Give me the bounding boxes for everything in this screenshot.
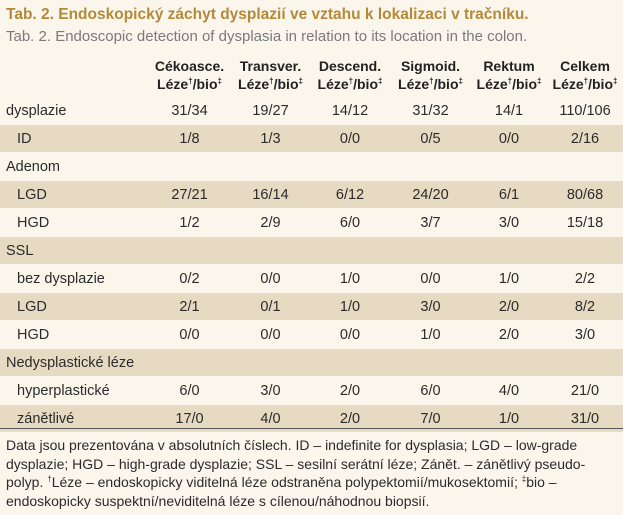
column-header — [148, 55, 231, 97]
row-label: bez dysplazie — [0, 265, 148, 293]
table-row — [0, 125, 623, 153]
table-footnote — [6, 436, 618, 510]
table-cell: 2/0 — [471, 293, 547, 321]
table-cell — [148, 349, 231, 377]
column-header-sub: Léze†/bio‡ — [552, 76, 618, 92]
table-cell: 2/0 — [471, 321, 547, 349]
column-header — [390, 55, 471, 97]
table-cell: 19/27 — [231, 97, 310, 125]
section-label: SSL — [0, 237, 148, 265]
footnote-line: Data jsou prezentována v absolutních číslech. ID – indefinite for dysplasia; LGD – low-grade — [6, 437, 578, 453]
table-cell: 3/0 — [547, 321, 623, 349]
table-cell: 7/0 — [390, 405, 471, 433]
table-cell — [547, 349, 623, 377]
column-header-name: Rektum — [483, 58, 535, 74]
table-cell — [547, 153, 623, 181]
column-header — [310, 55, 390, 97]
column-header — [471, 55, 547, 97]
table-cell: 17/0 — [148, 405, 231, 433]
column-header-sub: Léze†/bio‡ — [157, 76, 222, 92]
header-row — [0, 55, 623, 97]
table-cell — [231, 237, 310, 265]
table-cell: 0/1 — [231, 293, 310, 321]
table-row — [0, 209, 623, 237]
column-header-sub: Léze†/bio‡ — [317, 76, 383, 92]
table-cell: 8/2 — [547, 293, 623, 321]
table-cell: 1/0 — [390, 321, 471, 349]
table-cell — [231, 153, 310, 181]
row-label: HGD — [0, 209, 148, 237]
table-cell: 1/0 — [310, 265, 390, 293]
table-section-row — [0, 153, 623, 181]
row-label: dysplazie — [0, 97, 148, 125]
table-cell — [471, 153, 547, 181]
table-cell: 4/0 — [471, 377, 547, 405]
column-header — [231, 55, 310, 97]
table-cell — [310, 153, 390, 181]
column-header-sub: Léze†/bio‡ — [476, 76, 542, 92]
table-cell: 14/1 — [471, 97, 547, 125]
footnote-line: dysplazie; HGD – high-grade dysplazie; SSL – sesilní serátní léze; Zánět. – zánětlivý pseudo- — [6, 455, 586, 472]
table-bottom-rule — [0, 428, 623, 429]
column-header-sub: Léze†/bio‡ — [238, 76, 303, 92]
table-section-row — [0, 237, 623, 265]
table-cell: 110/106 — [547, 97, 623, 125]
table-row — [0, 265, 623, 293]
column-header-name: Celkem — [560, 58, 610, 74]
table-row — [0, 321, 623, 349]
table-cell: 0/0 — [390, 265, 471, 293]
table-cell: 16/14 — [231, 181, 310, 209]
table-cell: 0/0 — [231, 265, 310, 293]
table-cell: 31/32 — [390, 97, 471, 125]
table-row — [0, 377, 623, 405]
table-cell: 6/12 — [310, 181, 390, 209]
table-cell — [310, 349, 390, 377]
table-cell: 2/16 — [547, 125, 623, 153]
table-cell: 3/0 — [471, 209, 547, 237]
table-cell: 31/0 — [547, 405, 623, 433]
table-cell: 24/20 — [390, 181, 471, 209]
row-label: HGD — [0, 321, 148, 349]
table-cell: 0/5 — [390, 125, 471, 153]
table-cell: 6/1 — [471, 181, 547, 209]
table-cell: 15/18 — [547, 209, 623, 237]
table-cell — [471, 349, 547, 377]
table-cell: 1/0 — [471, 405, 547, 433]
column-header — [547, 55, 623, 97]
table-row — [0, 97, 623, 125]
table-cell: 6/0 — [148, 377, 231, 405]
table-row — [0, 181, 623, 209]
row-label: hyperplastické — [0, 377, 148, 405]
table-cell — [390, 237, 471, 265]
section-label: Nedysplastické léze — [0, 349, 148, 377]
table-cell — [231, 349, 310, 377]
column-header-name: Transver. — [239, 58, 302, 74]
footnote-line: endoskopicky suspektní/neviditelná léze s cílenou/náhodnou biopsií. — [6, 492, 430, 509]
table-cell: 0/0 — [231, 321, 310, 349]
table-cell — [148, 153, 231, 181]
table-cell: 1/8 — [148, 125, 231, 153]
table-cell: 1/0 — [310, 293, 390, 321]
column-header-name: Sigmoid. — [400, 58, 461, 74]
table-cell: 1/0 — [471, 265, 547, 293]
table-cell: 2/2 — [547, 265, 623, 293]
table-cell: 6/0 — [310, 209, 390, 237]
table-cell: 1/3 — [231, 125, 310, 153]
footnote-line: polyp. †Léze – endoskopicky viditelná léze odstraněna polypektomií/mukosektomií; ‡bio – — [6, 474, 557, 490]
table-title-english: Tab. 2. Endoscopic detection of dysplasia in relation to its location in the colon. — [6, 28, 528, 45]
table-cell: 0/2 — [148, 265, 231, 293]
row-label: zánětlivé — [0, 405, 148, 433]
table-cell: 0/0 — [310, 125, 390, 153]
table-cell — [547, 237, 623, 265]
table-cell — [390, 349, 471, 377]
table-title-czech: Tab. 2. Endoskopický záchyt dysplazií ve vztahu k lokalizaci v tračníku. — [6, 6, 529, 23]
table-section-row — [0, 349, 623, 377]
table-cell: 3/7 — [390, 209, 471, 237]
table-cell: 31/34 — [148, 97, 231, 125]
column-header-sub: Léze†/bio‡ — [398, 76, 463, 92]
table-cell — [148, 237, 231, 265]
dysplasia-table — [0, 55, 623, 433]
column-header-name: Descend. — [318, 58, 382, 74]
table-cell — [390, 153, 471, 181]
table-cell: 0/0 — [310, 321, 390, 349]
table-cell: 0/0 — [471, 125, 547, 153]
table-row — [0, 293, 623, 321]
table-cell: 1/2 — [148, 209, 231, 237]
table-cell: 21/0 — [547, 377, 623, 405]
table-cell: 2/0 — [310, 377, 390, 405]
section-label: Adenom — [0, 153, 148, 181]
table-cell: 3/0 — [231, 377, 310, 405]
table-cell: 6/0 — [390, 377, 471, 405]
row-label: ID — [0, 125, 148, 153]
row-label: LGD — [0, 293, 148, 321]
table-cell: 2/9 — [231, 209, 310, 237]
table-cell: 14/12 — [310, 97, 390, 125]
table-cell: 80/68 — [547, 181, 623, 209]
table-cell: 2/1 — [148, 293, 231, 321]
table-cell: 27/21 — [148, 181, 231, 209]
table-cell: 4/0 — [231, 405, 310, 433]
table-cell: 2/0 — [310, 405, 390, 433]
column-header-name: Cékoasce. — [154, 58, 225, 74]
header-label-cell — [0, 55, 148, 97]
table-cell: 0/0 — [148, 321, 231, 349]
table-cell — [310, 237, 390, 265]
table-cell: 3/0 — [390, 293, 471, 321]
row-label: LGD — [0, 181, 148, 209]
table-cell — [471, 237, 547, 265]
